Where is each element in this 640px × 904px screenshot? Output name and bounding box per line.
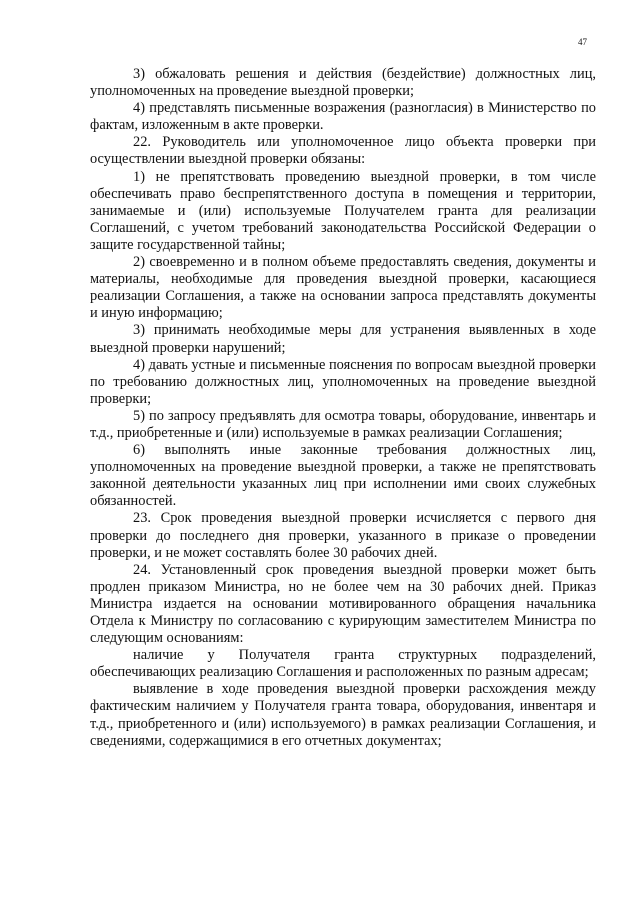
paragraph-obligation-2: 2) своевременно и в полном объеме предоставлять сведения, документы и материалы, необходимые для проведения выездной проверки, касающиеся реализации Соглашения, а также на основании запроса представлять документы и иную информацию; (90, 254, 596, 322)
paragraph-section-24: 24. Установленный срок проведения выездной проверки может быть продлен приказом Министра, но не более чем на 30 рабочих дней. Приказ Министра издается на основании мотивированного обращения начальника Отдела к Министру по согласованию с курирующим заместителем Министра по следующим основаниям: (90, 561, 596, 647)
paragraph-submit-objections: 4) представлять письменные возражения (разногласия) в Министерство по фактам, изложенным в акте проверки. (90, 100, 596, 134)
paragraph-obligation-4: 4) давать устные и письменные пояснения по вопросам выездной проверки по требованию должностных лиц, уполномоченных на проведение выездной проверки; (90, 356, 596, 407)
paragraph-obligation-5: 5) по запросу предъявлять для осмотра товары, оборудование, инвентарь и т.д., приобретенные и (или) используемые в рамках реализации Соглашения; (90, 407, 596, 441)
paragraph-ground-2: выявление в ходе проведения выездной проверки расхождения между фактическим наличием у Получателя гранта товара, оборудования, инвентаря и т.д., приобретенного и (или) используемого) в рамках реализации Соглашения, и сведениями, содержащимися в его отчетных документах; (90, 681, 596, 749)
paragraph-ground-1: наличие у Получателя гранта структурных подразделений, обеспечивающих реализацию Соглашения и расположенных по разным адресам; (90, 647, 596, 681)
document-body (90, 66, 596, 750)
paragraph-section-22: 22. Руководитель или уполномоченное лицо объекта проверки при осуществлении выездной проверки обязаны: (90, 134, 596, 168)
paragraph-section-23: 23. Срок проведения выездной проверки исчисляется с первого дня проверки до последнего дня проверки, указанного в приказе о проведении проверки, и не может составлять более 30 рабочих дней. (90, 510, 596, 561)
paragraph-obligation-1: 1) не препятствовать проведению выездной проверки, в том числе обеспечивать право беспрепятственного доступа в помещения и территории, занимаемые и (или) используемые Получателем гранта для реализации Соглашений, с учетом требований законодательства Российской Федерации о защите государственной тайны; (90, 168, 596, 253)
paragraph-appeal-decisions: 3) обжаловать решения и действия (бездействие) должностных лиц, уполномоченных на проведение выездной проверки; (90, 66, 596, 100)
paragraph-obligation-3: 3) принимать необходимые меры для устранения выявленных в ходе выездной проверки нарушений; (90, 322, 596, 356)
paragraph-obligation-6: 6) выполнять иные законные требования должностных лиц, уполномоченных на проведение выездной проверки, а также не препятствовать законной деятельности указанных лиц при исполнении ими своих служебных обязанностей. (90, 442, 596, 510)
page-number: 47 (578, 37, 587, 47)
